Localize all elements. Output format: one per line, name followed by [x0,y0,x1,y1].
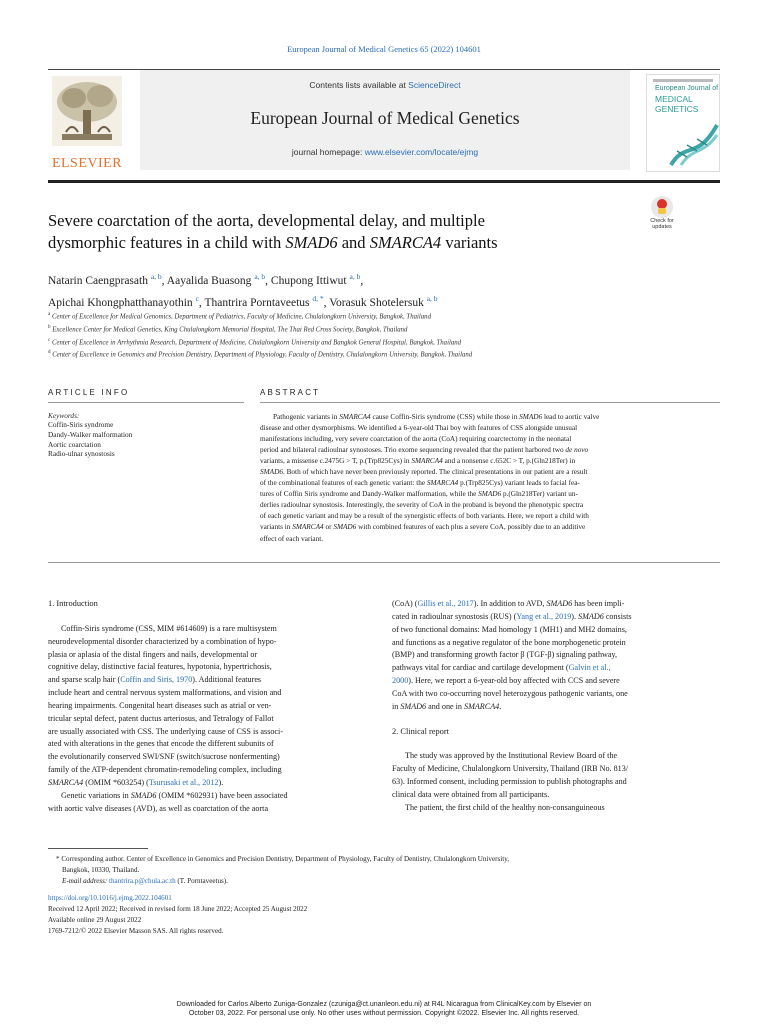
citation-link[interactable]: Yang et al., 2019 [516,611,572,621]
footnotes [48,854,720,937]
journal-masthead [48,69,720,183]
text-line: pathways vital for cardiac and cartilage development (Galvin et al., [392,663,611,673]
masthead-center [140,70,630,170]
text-line: of each genetic variant and may be a result of the synergistic effects of both variants. Here, we report a child with [260,512,589,521]
text-line: Faculty of Medicine, Chulalongkorn University, Thailand (IRB No. 813/ [392,764,629,774]
keyword: Aortic coarctation [48,439,101,449]
text-line: disease and other dysmorphisms. We identified a 6-year-old Thai boy with features of CSS alongside unusual [260,424,578,433]
footnote-divider [48,848,148,849]
elsevier-logo [48,76,126,172]
text-line: family of the ATP-dependent chromatin-remodeling complex, including [48,765,282,775]
affiliation: $^b$ Excellence Center for Medical Genetics, King Chulalongkorn Memorial Hospital, The Thai Red Cross Society, Bangkok, Thailand [48,324,408,334]
citation-link[interactable]: Coffin and Siris, 1970 [120,675,193,685]
text-line: of two functional domains: Mad homology 1 (MH1) and MH2 domains, [392,624,627,634]
journal-homepage: journal homepage: www.elsevier.com/locate/ejmg [291,147,479,157]
cover-title: MEDICAL GENETICS [655,94,699,114]
section-heading-introduction: 1. Introduction [48,599,98,608]
introduction-continued-text [392,598,720,714]
abstract-heading: ABSTRACT [260,388,321,397]
cover-small-title: European Journal of [655,85,719,92]
text-line: with aortic valve diseases (AVD), as well as coarctation of the aorta [48,803,269,813]
gene-name: SMARCA4 [369,233,442,252]
contents-availability: Contents lists available at ScienceDirect [309,80,461,90]
text-line: Pathogenic variants in SMARCA4 cause Coffin-Siris syndrome (CSS) while those in SMAD6 lead to aortic valve [273,413,600,421]
author[interactable]: Apichai Khongphatthanayothin $^c$ [48,293,199,309]
introduction-text [48,623,376,816]
text-line: SMARCA4 (OMIM *603254) (Tsurusaki et al., 2012). [48,777,224,787]
text-line: manifestations including, very severe coarctation of the aorta (CoA) requiring coarctectomy in the neonatal [260,435,572,444]
text-line: ated with alterations in the genes that encode the different subunits of [48,739,274,749]
text-line: the evolutionarily conserved SWI/SNF (switch/sucrose nonfermenting) [48,752,280,762]
author[interactable]: Thantrira Porntaveetus $^{d, *}$ [204,293,324,309]
elsevier-tree-icon [52,76,122,146]
text-line: (CoA) (Gillis et al., 2017). In addition to AVD, SMAD6 has been impli- [392,599,625,608]
affiliation: $^c$ Center of Excellence in Arrhythmia Research, Department of Medicine, Chulalongkorn University and Bangkok General Hospital, Bangkok, Thailand [48,337,462,346]
text-line: variants in SMARCA4 or SMAD6 with combined features of each plus a severe CoA, possibly due to an additive [260,523,586,532]
received-dates: Received 12 April 2022; Received in revised form 18 June 2022; Accepted 25 August 2022 [48,905,308,913]
article-info-heading: ARTICLE INFO [48,388,130,397]
text-line: and sparse scalp hair (Coffin and Siris, 1970). Additional features [48,675,262,685]
author[interactable]: Vorasuk Shotelersuk $^{a, b}$ [329,293,438,309]
journal-title: European Journal of Medical Genetics [250,108,520,128]
right-column [392,598,720,815]
download-notice: Downloaded for Carlos Alberto Zuniga-Gonzalez (czuniga@ct.unanleon.edu.ni) at R4L Nicaragua from ClinicalKey.com by Elsevier on October 03, 2022. For personal use only. No other uses without permission. Copyright ©2022. Elsevier Inc. All rights reserved. [176,1001,592,1017]
text-line: CoA with two co-occurring novel heterozygous pathogenic variants, one [392,688,628,698]
text-line: plasia or aplasia of the distal fingers and nails, developmental or [48,649,258,659]
author[interactable]: Aayalida Buasong $^{a, b}$ [166,272,266,287]
keyword: Radio-ulnar synostosis [48,449,115,459]
text-line: Coffin-Siris syndrome (CSS, MIM #614609) is a rare multisystem [61,623,277,633]
clinical-report-text [392,750,720,814]
text-line: period and bilateral radioulnar synostoses. Trio exome sequencing revealed that the patient harbored two de novo [260,446,589,455]
check-for-updates-icon [651,196,673,218]
author-list: Natarin Caengprasath $^{a, b}$, Aayalida Buasong $^{a, b}$, Chupong Ittiwut $^{a, b}$, Apichai Khongphatthanayothin $^c$, Thantrira Porntaveetus $^{d, *}$, Vorasuk Shotelersuk $^{a, b}$ [48,272,438,309]
text-line: variants, a missense c.2475G > T, p.(Trp825Cys) in SMARCA4 and a nonsense c.652C > T, p.(Gln218Ter) in [260,457,576,466]
journal-cover-thumbnail[interactable] [646,74,720,172]
divider [48,562,720,563]
copyright: 1769-7212/© 2022 Elsevier Masson SAS. All rights reserved. [48,927,224,935]
text-line: derlies radioulnar synostosis. Interestingly, the severity of CoA in the proband is beyond the phenotypic spectra [260,501,584,510]
text-line: The patient, the first child of the healthy non-consanguineous [405,802,605,812]
check-for-updates-label: Check for updates [650,218,674,230]
citation-link[interactable]: Galvin et al., [568,663,611,673]
elsevier-wordmark: ELSEVIER [51,156,123,171]
text-line: clinical data were obtained from all participants. [392,789,550,799]
dna-helix-icon [667,121,719,167]
text-line: are usually associated with CSS. The underlying cause of CSS is associ- [48,726,283,736]
text-line: include heart and central nervous system malformations, and vision and [48,688,282,698]
gene-name: SMAD6 [285,233,338,252]
affiliations [48,310,728,361]
text-line: tricular septal defect, patent ductus arteriosus, and Tetralogy of Fallot [48,713,274,723]
text-line: cated in radioulnar synostosis (RUS) (Yang et al., 2019). SMAD6 consists [392,611,632,621]
available-online: Available online 29 August 2022 [48,916,142,924]
text-line: SMAD6. Both of which have never been previously reported. The clinical presentations in our patient are a result [260,468,588,477]
section-heading-clinical-report: 2. Clinical report [392,726,449,736]
doi-link[interactable]: https://doi.org/10.1016/j.ejmg.2022.104601 [48,894,172,902]
abstract-text [260,412,720,545]
keywords-block [48,411,244,459]
text-line: (BMP) and transforming growth factor β (TGF-β) signaling pathway, [392,650,618,660]
corresponding-author-note-cont: Bangkok, 10330, Thailand. [62,866,140,874]
check-for-updates-button[interactable] [647,196,677,232]
affiliation: $^a$ Center of Excellence for Medical Genomics, Department of Pediatrics, Faculty of Medicine, Chulalongkorn University, Bangkok, Thailand [48,312,431,321]
text-line: hearing impairments. Congenital heart diseases such as atrial or ven- [48,700,272,710]
keyword: Dandy-Walker malformation [48,429,133,439]
text-line: cognitive delay, distinctive facial features, hypotonia, hypertrichosis, [48,662,272,672]
text-line: of the combinational features of each genetic variant: the SMARCA4 p.(Trp825Cys) variant leads to facial fea- [260,479,580,488]
text-line: effect of each variant. [260,534,324,543]
email-link[interactable]: thantrira.p@chula.ac.th [109,877,176,885]
affiliation: $^d$ Center of Excellence in Genomics and Precision Dentistry, Department of Physiology, Faculty of Dentistry, Chulalongkorn University, Bangkok, Thailand [48,350,473,359]
corresponding-author-note: * Corresponding author. Center of Excellence in Genomics and Precision Dentistry, Department of Physiology, Faculty of Dentistry, Chulalongkorn University, [56,855,510,863]
text-line: neurodevelopmental disorder characterized by a combination of hypo- [48,636,277,646]
keyword: Coffin-Siris syndrome [48,420,114,429]
journal-homepage-link[interactable]: www.elsevier.com/locate/ejmg [364,147,479,157]
text-line: Genetic variations in SMAD6 (OMIM *602931) have been associated [61,790,288,800]
left-column [48,598,376,816]
citation-link[interactable]: Gillis et al., 2017 [417,599,474,608]
text-line: The study was approved by the Institutional Review Board of the [405,751,618,761]
article-title: Severe coarctation of the aorta, developmental delay, and multiple dysmorphic features in a child with SMAD6 and SMARCA4 variants [48,211,498,252]
divider [260,402,720,403]
keywords-label: Keywords: [48,411,80,420]
text-line: and functions as a negative regulator of the bone morphogenetic protein [392,637,626,647]
sciencedirect-link[interactable]: ScienceDirect [408,80,461,90]
text-line: 63). Informed consent, including permission to publish photographs and [392,777,627,787]
cover-header-bar [653,79,713,82]
text-line: in SMAD6 and one in SMARCA4. [392,701,502,711]
divider [48,402,244,403]
citation-link[interactable]: 2000 [392,676,409,686]
email-line: E-mail address: thantrira.p@chula.ac.th (T. Porntaveetus). [62,877,228,885]
journal-citation-header[interactable]: European Journal of Medical Genetics 65 (2022) 104601 [287,44,481,54]
author[interactable]: Chupong Ittiwut $^{a, b}$ [270,272,361,287]
text-line: tures of Coffin Siris syndrome and Dandy-Walker malformation, while the SMAD6 p.(Gln218Ter) variant un- [260,490,578,499]
citation-link[interactable]: Tsurusaki et al., 2012 [148,777,219,787]
author[interactable]: Natarin Caengprasath $^{a, b}$ [48,272,162,287]
text-line: 2000). Here, we report a 6-year-old boy affected with CCS and severe [392,676,620,686]
